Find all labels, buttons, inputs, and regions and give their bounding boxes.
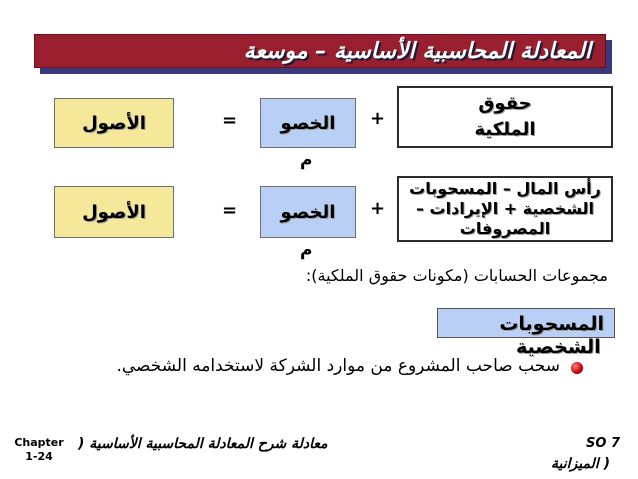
row1-liabilities-box [260, 98, 356, 148]
footer-balance-sheet: ( الميزانية [551, 456, 610, 472]
account-groups-label: مجموعات الحسابات (مكونات حقوق الملكية): [305, 266, 608, 285]
slide-title: المعادلة المحاسبية الأساسية – موسعة [243, 38, 591, 64]
chapter-label [12, 436, 66, 464]
title-bar [34, 34, 606, 68]
footer-caption: معادلة شرح المعادلة المحاسبية الأساسية ( [78, 436, 328, 452]
row2-equity-line3: المصروفات [459, 219, 551, 238]
row2-assets-label: الأصول [82, 201, 146, 223]
row1-assets-label: الأصول [82, 112, 146, 134]
row1-equity-line2: الملكية [474, 119, 536, 140]
drawings-box [437, 308, 615, 338]
row1-equity-box [397, 86, 613, 148]
row1-liabilities-label: الخصو [280, 112, 336, 134]
row2-liabilities-box [260, 186, 356, 238]
row2-liabilities-label: الخصو [280, 201, 336, 223]
row2-equity-line1: رأس المال – المسحوبات [409, 179, 601, 198]
drawings-description: سحب صاحب المشروع من موارد الشركة لاستخدامه الشخصي. [116, 356, 560, 376]
row1-equity-line1: حقوق [478, 93, 532, 114]
row2-equals-sign: = [222, 200, 238, 221]
row2-assets-box [54, 186, 174, 238]
row2-equity-line2: الشخصية + الإيرادات – [415, 199, 595, 218]
row1-equals-sign: = [222, 110, 238, 131]
row1-assets-box [54, 98, 174, 148]
bullet-icon [571, 362, 583, 374]
row1-plus-sign: + [370, 108, 386, 129]
row1-liabilities-overflow: م [300, 150, 313, 170]
footer-study-objective: SO 7 [586, 436, 620, 451]
row2-equity-box [397, 176, 613, 242]
chapter-text: Chapter [14, 436, 64, 449]
row2-plus-sign: + [370, 198, 386, 219]
chapter-page: 1-24 [25, 450, 53, 463]
drawings-line2: الشخصية [516, 336, 601, 358]
drawings-line1: المسحوبات [499, 313, 604, 335]
row2-liabilities-overflow: م [300, 240, 313, 260]
